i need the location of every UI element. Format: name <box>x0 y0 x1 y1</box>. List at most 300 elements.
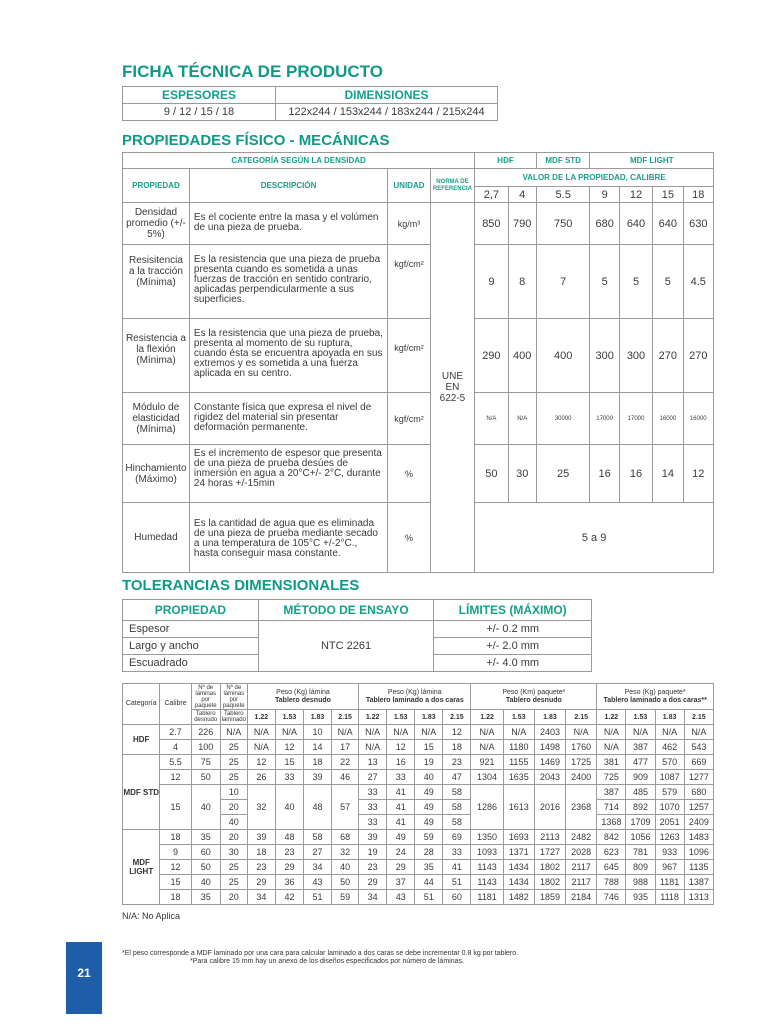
weight-cell: 12 <box>160 860 191 875</box>
header-laminas-laminado: Nº de láminas por paquete <box>220 684 247 710</box>
weight-cell: 1709 <box>626 815 655 830</box>
property-name: Resistencia a la flexión (Mínima) <box>123 319 190 393</box>
weight-cell: 18 <box>303 755 331 770</box>
weight-cell: 1727 <box>534 845 565 860</box>
group-title: Peso (Kg) paquete* <box>624 688 686 696</box>
weight-cell: 18 <box>160 890 191 905</box>
weight-cell: 60 <box>443 890 471 905</box>
weight-cell: 15 <box>160 785 191 830</box>
weight-cell: 32 <box>332 845 359 860</box>
property-value: 850 <box>475 203 508 245</box>
weight-cell: 25 <box>220 755 247 770</box>
weight-cell: 387 <box>597 785 626 800</box>
property-value: 270 <box>653 319 683 393</box>
weight-cell: 2117 <box>566 860 597 875</box>
weight-cell: 51 <box>303 890 331 905</box>
weight-cell: 69 <box>443 830 471 845</box>
weight-cell: 27 <box>359 770 387 785</box>
weight-cell: N/A <box>503 725 534 740</box>
section-title-tolerancias: TOLERANCIAS DIMENSIONALES <box>122 577 360 594</box>
weight-cell: 1096 <box>684 845 713 860</box>
width-header: 2.15 <box>443 710 471 725</box>
weight-cell: 788 <box>597 875 626 890</box>
tolerance-limit: +/- 4.0 mm <box>434 655 592 672</box>
property-value: 630 <box>683 203 713 245</box>
weight-cell: 40 <box>191 785 220 830</box>
property-unit: kg/m³ <box>388 203 430 245</box>
weight-cell: 2043 <box>534 770 565 785</box>
weight-cell: 48 <box>275 830 303 845</box>
tolerance-property: Escuadrado <box>123 655 259 672</box>
property-value: 16 <box>619 445 652 503</box>
weight-cell: N/A <box>471 725 503 740</box>
weight-cell: 20 <box>220 800 247 815</box>
weight-cell: 12 <box>160 770 191 785</box>
weight-cell: 1434 <box>503 860 534 875</box>
property-value: 25 <box>536 445 590 503</box>
weight-cell: 1613 <box>503 785 534 830</box>
weight-cell: N/A <box>626 725 655 740</box>
property-value: 750 <box>536 203 590 245</box>
property-description: Es el cociente entre la masa y el volúmen de una pieza de prueba. <box>189 203 387 245</box>
weight-cell: 33 <box>275 770 303 785</box>
weight-cell: 2016 <box>534 785 565 830</box>
weight-cell: 23 <box>443 755 471 770</box>
property-value: 8 <box>508 245 536 319</box>
calibre-header: 15 <box>653 187 683 203</box>
property-name: Hinchamiento (Máximo) <box>123 445 190 503</box>
property-unit: kgf/cm² <box>388 393 430 445</box>
property-value: 300 <box>590 319 619 393</box>
weight-cell: 1368 <box>597 815 626 830</box>
tolerance-limit: +/- 2.0 mm <box>434 638 592 655</box>
weight-cell: 746 <box>597 890 626 905</box>
property-description: Constante física que expresa el nivel de rigidez del material sin presentar deformación permanente. <box>189 393 387 445</box>
dimensiones-value: 122x244 / 153x244 / 183x244 / 215x244 <box>276 104 498 121</box>
weight-cell: 1483 <box>684 830 713 845</box>
weight-cell: 485 <box>626 785 655 800</box>
weight-cell: 2400 <box>566 770 597 785</box>
calibre-header: 12 <box>619 187 652 203</box>
weight-cell: 22 <box>332 755 359 770</box>
property-value: 790 <box>508 203 536 245</box>
weight-cell: 37 <box>387 875 415 890</box>
calibre-header: 18 <box>683 187 713 203</box>
weight-cell: 10 <box>220 785 247 800</box>
weight-cell: 43 <box>303 875 331 890</box>
mdf-std-header: MDF STD <box>536 153 590 169</box>
weight-cell: N/A <box>566 725 597 740</box>
page-title: FICHA TÉCNICA DE PRODUCTO <box>122 62 383 81</box>
weight-cell: 57 <box>332 785 359 830</box>
weight-cell: 34 <box>359 890 387 905</box>
weight-cell: 1498 <box>534 740 565 755</box>
weight-cell: 44 <box>415 875 443 890</box>
weight-cell: 1313 <box>684 890 713 905</box>
group-header <box>359 684 471 710</box>
weight-cell: 10 <box>303 725 331 740</box>
weight-cell: 33 <box>359 815 387 830</box>
category-label: MDF LIGHT <box>123 830 160 905</box>
weight-cell: 50 <box>191 860 220 875</box>
width-header: 1.22 <box>597 710 626 725</box>
property-value: 400 <box>536 319 590 393</box>
weight-cell: 1635 <box>503 770 534 785</box>
weight-cell: 9 <box>160 845 191 860</box>
weight-cell: 18 <box>160 830 191 845</box>
weight-cell: 1802 <box>534 875 565 890</box>
weight-cell: 14 <box>303 740 331 755</box>
weight-cell: 1135 <box>684 860 713 875</box>
hdf-header: HDF <box>475 153 537 169</box>
weight-cell: 15 <box>275 755 303 770</box>
weight-cell: 1143 <box>471 875 503 890</box>
weight-cell: 58 <box>303 830 331 845</box>
humedad-value: 5 a 9 <box>475 503 714 573</box>
property-value: 4.5 <box>683 245 713 319</box>
weight-cell: 909 <box>626 770 655 785</box>
width-header: 1.83 <box>415 710 443 725</box>
property-value: 9 <box>475 245 508 319</box>
weight-cell: 2117 <box>566 875 597 890</box>
weight-cell: 1155 <box>503 755 534 770</box>
weight-cell: 1304 <box>471 770 503 785</box>
property-name: Densidad promedio (+/- 5%) <box>123 203 190 245</box>
property-value: 12 <box>683 445 713 503</box>
weight-cell: 2028 <box>566 845 597 860</box>
weight-cell: 809 <box>626 860 655 875</box>
property-value: 400 <box>508 319 536 393</box>
group-title: Peso (Km) paquete* <box>502 688 566 696</box>
category-header: CATEGORÍA SEGÚN LA DENSIDAD <box>123 153 475 169</box>
width-header: 1.22 <box>359 710 387 725</box>
weight-cell: 50 <box>191 770 220 785</box>
weight-cell: 2051 <box>655 815 684 830</box>
dimensions-table <box>122 86 498 121</box>
weight-cell: 1180 <box>503 740 534 755</box>
weight-cell: 988 <box>626 875 655 890</box>
property-value: 17000 <box>619 393 652 445</box>
weight-cell: 29 <box>359 875 387 890</box>
weight-cell: 1087 <box>655 770 684 785</box>
weight-cell: 2403 <box>534 725 565 740</box>
weight-cell: 16 <box>387 755 415 770</box>
category-label: MDF STD <box>123 755 160 830</box>
width-header: 1.83 <box>534 710 565 725</box>
header-propiedad: PROPIEDAD <box>123 600 259 621</box>
weight-cell: 1371 <box>503 845 534 860</box>
footnote-1: *El peso corresponde a MDF laminado por una cara para calcular laminado a dos caras se debe incrementar 0.8 kg por tablero. <box>122 950 519 957</box>
property-unit: kgf/cm² <box>388 245 430 319</box>
weight-cell: 33 <box>359 785 387 800</box>
weight-cell: 226 <box>191 725 220 740</box>
width-header: 1.22 <box>247 710 275 725</box>
group-title: Peso (Kg) lámina <box>276 688 330 696</box>
group-sub: Tablero desnudo <box>275 696 331 704</box>
weight-cell: 25 <box>220 860 247 875</box>
weight-cell: N/A <box>247 740 275 755</box>
weight-cell: 12 <box>247 755 275 770</box>
weight-cell: 49 <box>415 785 443 800</box>
header-calibre: Calibre <box>160 684 191 725</box>
calibre-header: 2,7 <box>475 187 508 203</box>
weight-cell: 1093 <box>471 845 503 860</box>
header-espesores: ESPESORES <box>123 87 276 104</box>
weight-cell: N/A <box>684 725 713 740</box>
weight-cell: 30 <box>220 845 247 860</box>
weight-cell: 1070 <box>655 800 684 815</box>
property-name: Humedad <box>123 503 190 573</box>
weight-cell: 39 <box>303 770 331 785</box>
sub-desnudo: Tablero desnudo <box>191 710 220 725</box>
property-unit: % <box>388 503 430 573</box>
weight-cell: 27 <box>303 845 331 860</box>
weight-cell: 29 <box>275 860 303 875</box>
weight-cell: 33 <box>359 800 387 815</box>
weight-cell: 18 <box>443 740 471 755</box>
calibre-header: 5.5 <box>536 187 590 203</box>
weight-cell: N/A <box>597 725 626 740</box>
weights-table <box>122 683 714 905</box>
group-sub: Tablero desnudo <box>505 696 562 704</box>
tolerances-table <box>122 599 592 672</box>
property-value: 290 <box>475 319 508 393</box>
properties-table <box>122 152 714 573</box>
weight-cell: 20 <box>220 830 247 845</box>
weight-cell: 1387 <box>684 875 713 890</box>
width-header: 1.83 <box>303 710 331 725</box>
width-header: 1.53 <box>387 710 415 725</box>
weight-cell: 1181 <box>471 890 503 905</box>
weight-cell: 4 <box>160 740 191 755</box>
weight-cell: 781 <box>626 845 655 860</box>
header-categoria: Categoría <box>123 684 160 725</box>
weight-cell: 41 <box>387 815 415 830</box>
width-header: 2.15 <box>566 710 597 725</box>
weight-cell: 477 <box>626 755 655 770</box>
section-title-propiedades: PROPIEDADES FÍSICO - MECÁNICAS <box>122 132 390 149</box>
header-dimensiones: DIMENSIONES <box>276 87 498 104</box>
weight-cell: 1725 <box>566 755 597 770</box>
property-value: 270 <box>683 319 713 393</box>
page-number: 21 <box>77 966 91 980</box>
weight-cell: 462 <box>655 740 684 755</box>
sub-laminado: Tablero laminado <box>221 711 246 723</box>
weight-cell: 28 <box>415 845 443 860</box>
property-value: 30 <box>508 445 536 503</box>
weight-cell: 58 <box>443 815 471 830</box>
weight-cell: 933 <box>655 845 684 860</box>
group-header <box>597 684 714 710</box>
weight-cell: 12 <box>443 725 471 740</box>
property-value: 5 <box>619 245 652 319</box>
group-header <box>247 684 358 710</box>
weight-cell: N/A <box>415 725 443 740</box>
weight-cell: N/A <box>220 725 247 740</box>
weight-cell: 35 <box>191 890 220 905</box>
footnote-2: *Para calibre 15 mm hay un anexo de los diseños especificados por número de láminas. <box>190 958 464 965</box>
property-value: 640 <box>619 203 652 245</box>
weight-cell: 714 <box>597 800 626 815</box>
weight-cell: 40 <box>332 860 359 875</box>
weight-cell: 13 <box>359 755 387 770</box>
weight-cell: 1469 <box>534 755 565 770</box>
weight-cell: 570 <box>655 755 684 770</box>
weight-cell: 15 <box>415 740 443 755</box>
weight-cell: 2184 <box>566 890 597 905</box>
weight-cell: 58 <box>443 785 471 800</box>
width-header: 2.15 <box>332 710 359 725</box>
category-label: HDF <box>123 725 160 755</box>
weight-cell: 41 <box>387 785 415 800</box>
property-description: Es la cantidad de agua que es eliminada de una pieza de prueba mediante secado a una temperatura de 105°C +/-2°C., hasta conseguir masa constante. <box>189 503 387 573</box>
weight-cell: 23 <box>359 860 387 875</box>
header-limites: LÍMITES (MÁXIMO) <box>434 600 592 621</box>
group-sub: Tablero laminado a dos caras** <box>603 696 707 704</box>
property-value: 300 <box>619 319 652 393</box>
property-value: 680 <box>590 203 619 245</box>
weight-cell: 32 <box>247 785 275 830</box>
weight-cell: 41 <box>387 800 415 815</box>
weight-cell: N/A <box>359 740 387 755</box>
weight-cell: 387 <box>626 740 655 755</box>
width-header: 1.53 <box>275 710 303 725</box>
weight-cell: 29 <box>387 860 415 875</box>
weight-cell: 40 <box>415 770 443 785</box>
weight-cell: 33 <box>387 770 415 785</box>
weight-cell: 1277 <box>684 770 713 785</box>
property-unit: % <box>388 445 430 503</box>
group-title: Peso (Kg) lámina <box>387 688 442 696</box>
col-norma: NORMA DE REFERENCIA <box>430 169 475 203</box>
weight-cell: 1760 <box>566 740 597 755</box>
weight-cell: 36 <box>275 875 303 890</box>
property-description: Es el incremento de espesor que presenta de una pieza de prueba desúes de inmersión en agua a 20°C+/- 2°C, durante 24 horas +/-15min <box>189 445 387 503</box>
weight-cell: 2113 <box>534 830 565 845</box>
weight-cell: 12 <box>387 740 415 755</box>
weight-cell: 35 <box>415 860 443 875</box>
weight-cell: 2368 <box>566 785 597 830</box>
valor-header: VALOR DE LA PROPIEDAD, CALIBRE <box>475 169 714 187</box>
col-unidad: UNIDAD <box>388 169 430 203</box>
weight-cell: 100 <box>191 740 220 755</box>
weight-cell: 40 <box>220 815 247 830</box>
tolerance-method: NTC 2261 <box>258 621 434 672</box>
width-header: 1.83 <box>655 710 684 725</box>
property-value: 640 <box>653 203 683 245</box>
property-description: Es la resistencia que una pieza de prueba, presenta al momento de su ruptura, cuando ésta se encuentra apoyada en sus extremos y es sometida a una fuerza aplicada en su centro. <box>189 319 387 393</box>
weight-cell: 579 <box>655 785 684 800</box>
tolerance-property: Espesor <box>123 621 259 638</box>
weight-cell: 1802 <box>534 860 565 875</box>
weight-cell: 25 <box>220 770 247 785</box>
property-value: 7 <box>536 245 590 319</box>
weight-cell: 50 <box>332 875 359 890</box>
weight-cell: 47 <box>443 770 471 785</box>
group-sub: Tablero laminado a dos caras <box>365 696 464 704</box>
weight-cell: 19 <box>415 755 443 770</box>
weight-cell: 1859 <box>534 890 565 905</box>
weight-cell: 17 <box>332 740 359 755</box>
weight-cell: 680 <box>684 785 713 800</box>
mdf-light-header: MDF LIGHT <box>590 153 714 169</box>
weight-cell: 935 <box>626 890 655 905</box>
group-header <box>471 684 597 710</box>
weight-cell: 58 <box>443 800 471 815</box>
weight-cell: 1118 <box>655 890 684 905</box>
width-header: 1.53 <box>626 710 655 725</box>
weight-cell: 2482 <box>566 830 597 845</box>
property-value: N/A <box>475 393 508 445</box>
espesores-value: 9 / 12 / 15 / 18 <box>123 104 276 121</box>
weight-cell: 51 <box>415 890 443 905</box>
weight-cell: N/A <box>359 725 387 740</box>
width-header: 1.22 <box>471 710 503 725</box>
property-description: Es la resistencia que una pieza de prueba presenta cuando es sometida a unas fuerzas de tracción en sentido contrario, aplicadas perpendicularmente a sus superficies. <box>189 245 387 319</box>
weight-cell: 2.7 <box>160 725 191 740</box>
property-unit: kgf/cm² <box>388 319 430 393</box>
weight-cell: N/A <box>471 740 503 755</box>
weight-cell: 1350 <box>471 830 503 845</box>
tolerance-property: Largo y ancho <box>123 638 259 655</box>
property-value: 16 <box>590 445 619 503</box>
width-header: 2.15 <box>684 710 713 725</box>
weight-cell: 46 <box>332 770 359 785</box>
weight-cell: 2409 <box>684 815 713 830</box>
weight-cell: 1434 <box>503 875 534 890</box>
weight-cell: 18 <box>247 845 275 860</box>
weight-cell: N/A <box>655 725 684 740</box>
property-value: N/A <box>508 393 536 445</box>
weight-cell: 33 <box>443 845 471 860</box>
weight-cell: 59 <box>415 830 443 845</box>
property-value: 16000 <box>683 393 713 445</box>
col-descripcion: DESCRIPCIÓN <box>189 169 387 203</box>
weight-cell: 645 <box>597 860 626 875</box>
weight-cell: 59 <box>332 890 359 905</box>
weight-cell: 43 <box>387 890 415 905</box>
weight-cell: 23 <box>275 845 303 860</box>
weight-cell: 20 <box>220 890 247 905</box>
weight-cell: 5.5 <box>160 755 191 770</box>
header-metodo: MÉTODO DE ENSAYO <box>258 600 434 621</box>
weight-cell: 25 <box>220 740 247 755</box>
col-propiedad: PROPIEDAD <box>123 169 190 203</box>
property-value: 16000 <box>653 393 683 445</box>
na-note: N/A: No Aplica <box>122 911 181 921</box>
weight-cell: 34 <box>247 890 275 905</box>
calibre-header: 4 <box>508 187 536 203</box>
property-value: 50 <box>475 445 508 503</box>
property-name: Módulo de elasticidad (Mínima) <box>123 393 190 445</box>
weight-cell: N/A <box>332 725 359 740</box>
weight-cell: 19 <box>359 845 387 860</box>
weight-cell: 842 <box>597 830 626 845</box>
norma-value: UNE EN 622-5 <box>430 203 475 573</box>
weight-cell: 39 <box>359 830 387 845</box>
weight-cell: 1286 <box>471 785 503 830</box>
weight-cell: 892 <box>626 800 655 815</box>
weight-cell: 35 <box>191 830 220 845</box>
weight-cell: 48 <box>303 785 331 830</box>
weight-cell: 68 <box>332 830 359 845</box>
header-laminas-desnudo: Nº de láminas por paquete <box>191 684 220 710</box>
property-value: 17000 <box>590 393 619 445</box>
weight-cell: 623 <box>597 845 626 860</box>
weight-cell: 921 <box>471 755 503 770</box>
weight-cell: N/A <box>387 725 415 740</box>
weight-cell: 41 <box>443 860 471 875</box>
